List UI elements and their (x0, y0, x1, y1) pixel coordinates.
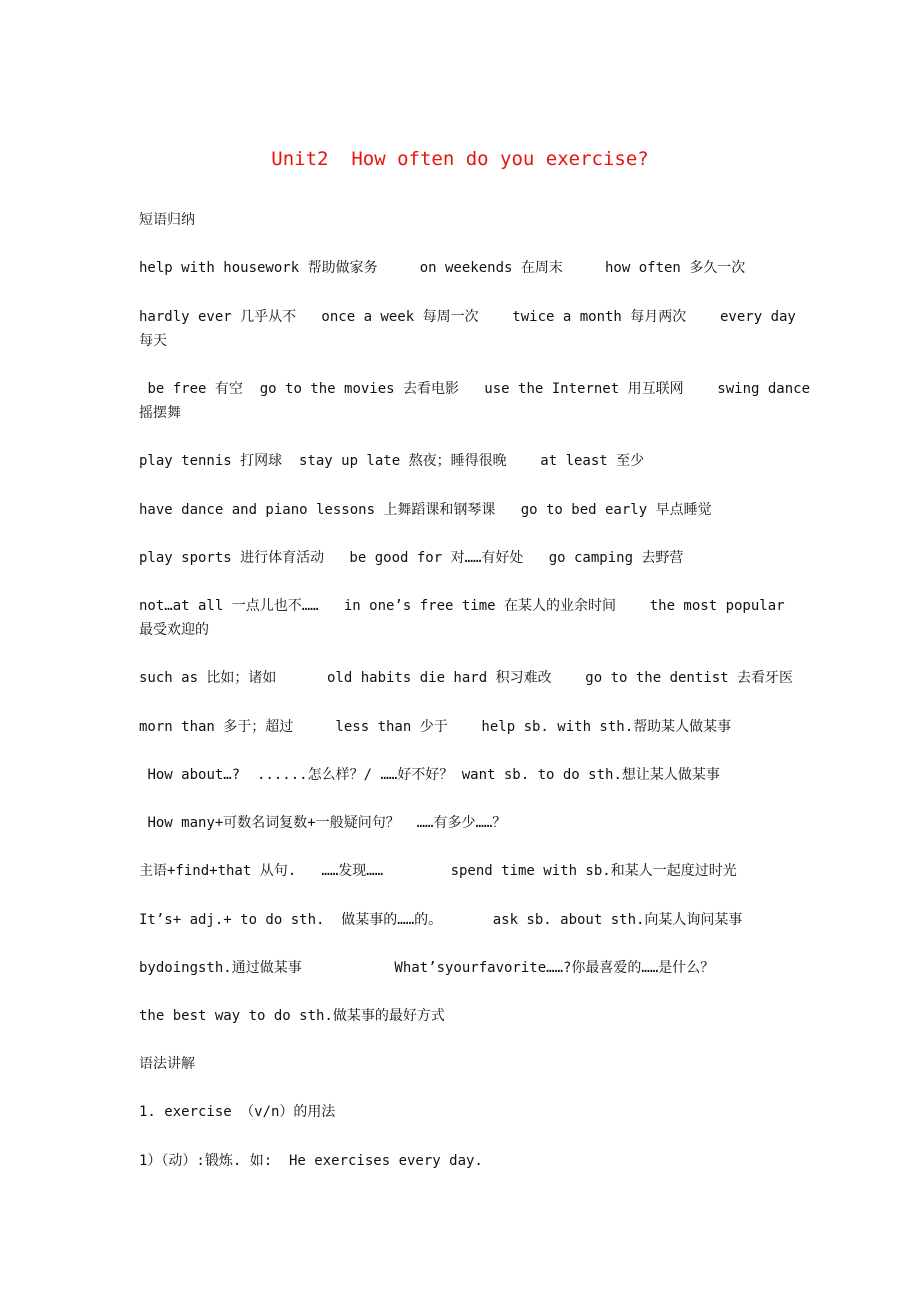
phrase-line: How many+可数名词复数+一般疑问句？ ……有多少……？ (139, 815, 507, 831)
phrase-line: such as 比如；诸如 old habits die hard 积习难改 go to the dentist 去看牙医 (139, 670, 794, 686)
section-heading-grammar: 语法讲解 (139, 1056, 195, 1072)
grammar-item: 1. exercise （v/n）的用法 (139, 1104, 336, 1120)
phrase-line: be free 有空 go to the movies 去看电影 use the Internet 用互联网 swing dance 摇摆舞 (139, 381, 811, 421)
phrase-line: not…at all 一点儿也不…… in one’s free time 在某人的业余时间 the most popular 最受欢迎的 (139, 598, 785, 638)
phrase-line: bydoingsth.通过做某事 What’syourfavorite……?你最喜爱的……是什么？ (139, 960, 715, 976)
phrase-line: hardly ever 几乎从不 once a week 每周一次 twice a month 每月两次 every day 每天 (139, 309, 796, 349)
phrase-line: have dance and piano lessons 上舞蹈课和钢琴课 go to bed early 早点睡觉 (139, 502, 712, 518)
phrase-line: the best way to do sth.做某事的最好方式 (139, 1008, 445, 1024)
phrase-line: morn than 多于；超过 less than 少于 help sb. with sth.帮助某人做某事 (139, 719, 732, 735)
page-title: Unit2 How often do you exercise? (271, 148, 649, 170)
phrase-line: It’s+ adj.+ to do sth. 做某事的……的。 ask sb. about sth.向某人询问某事 (139, 912, 743, 928)
phrase-line: play tennis 打网球 stay up late 熬夜；睡得很晚 at least 至少 (139, 453, 645, 469)
phrase-line: How about…? ......怎么样？/ ……好不好？ want sb. to do sth.想让某人做某事 (139, 767, 720, 783)
phrase-line: 主语+find+that 从句. ……发现…… spend time with sb.和某人一起度过时光 (139, 863, 737, 879)
phrase-line: play sports 进行体育活动 be good for 对……有好处 go camping 去野营 (139, 550, 684, 566)
grammar-subitem: 1）（动）:锻炼. 如: He exercises every day. (139, 1153, 483, 1169)
section-heading-phrases: 短语归纳 (139, 212, 195, 228)
phrase-line: help with housework 帮助做家务 on weekends 在周末 how often 多久一次 (139, 260, 746, 276)
